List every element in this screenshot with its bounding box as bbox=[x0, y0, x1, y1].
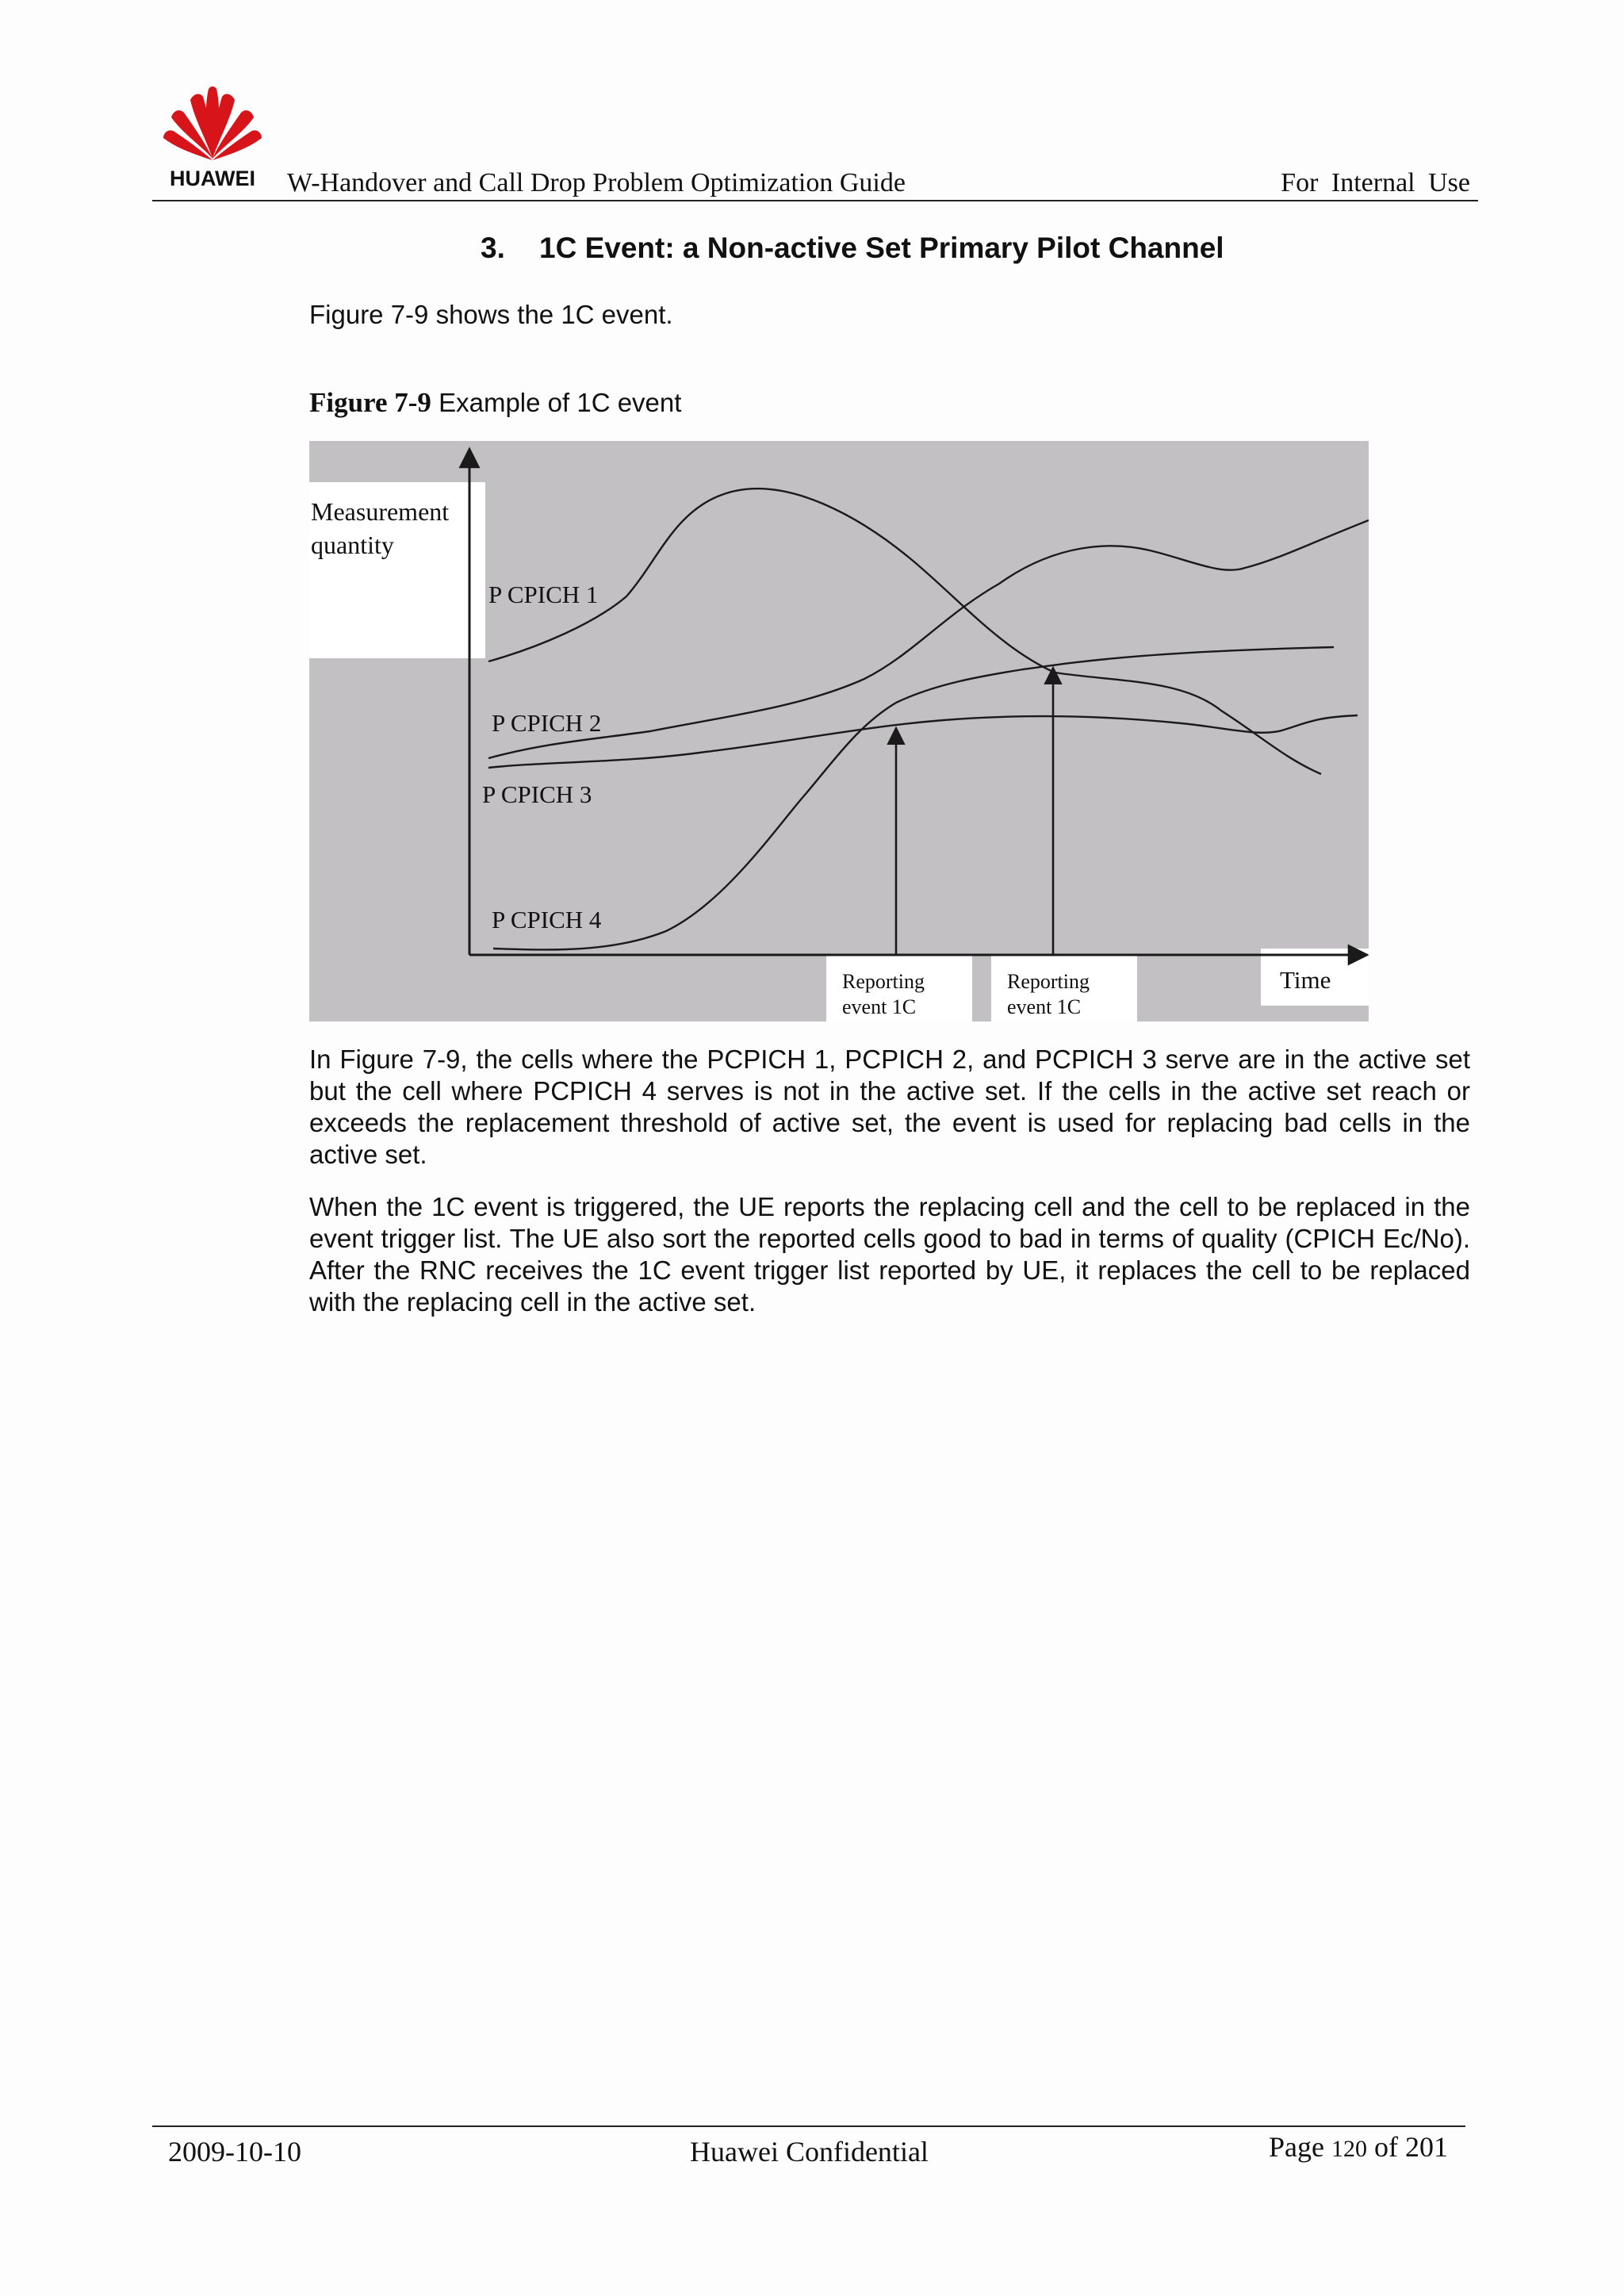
footer-confidential: Huawei Confidential bbox=[690, 2136, 929, 2168]
curve-label-pcpich-3: P CPICH 3 bbox=[482, 780, 592, 808]
huawei-logo bbox=[159, 82, 266, 194]
curve-label-pcpich-2: P CPICH 2 bbox=[492, 709, 602, 737]
footer-page-number bbox=[1269, 2130, 1448, 2164]
x-axis-label: Time bbox=[1280, 966, 1331, 994]
page-total: of 201 bbox=[1373, 2131, 1448, 2163]
section-heading bbox=[481, 232, 1224, 265]
section-number: 3. bbox=[481, 232, 505, 264]
event-label-1-line1: Reporting bbox=[842, 970, 925, 993]
figure-caption-text: Example of 1C event bbox=[439, 388, 682, 417]
event-label-2-line2: event 1C bbox=[1007, 995, 1082, 1018]
figure-caption-label: Figure 7-9 bbox=[309, 387, 431, 418]
document-title: W-Handover and Call Drop Problem Optimization Guide bbox=[287, 168, 906, 197]
header-rule bbox=[152, 200, 1478, 201]
intro-text: Figure 7-9 shows the 1C event. bbox=[309, 300, 673, 329]
paragraph-1: In Figure 7-9, the cells where the PCPICH 1, PCPICH 2, and PCPICH 3 serve are in the active set but the cell where PCPICH 4 serves is not in the active set. If the cells in the active set reach or exceeds the replacement threshold of active set, the event is used for replacing bad cells in the active set. bbox=[309, 1045, 1470, 1169]
logo-wordmark: HUAWEI bbox=[170, 167, 255, 190]
footer-rule bbox=[152, 2125, 1465, 2127]
page-number: 120 bbox=[1331, 2136, 1367, 2162]
event-label-1-line2: event 1C bbox=[842, 995, 917, 1018]
figure-1c-event bbox=[309, 441, 1369, 1022]
footer-date: 2009-10-10 bbox=[168, 2136, 301, 2168]
curve-label-pcpich-1: P CPICH 1 bbox=[488, 581, 599, 608]
page-prefix: Page bbox=[1269, 2131, 1324, 2163]
curve-label-pcpich-4: P CPICH 4 bbox=[492, 906, 602, 933]
figure-caption bbox=[309, 387, 681, 419]
y-axis-label-line1: Measurement bbox=[311, 497, 450, 526]
usage-classification: For Internal Use bbox=[1281, 168, 1470, 197]
paragraph-2: When the 1C event is triggered, the UE reports the replacing cell and the cell to be replaced in the event trigger list. The UE also sort the reported cells good to bad in terms of quality (CPICH Ec/No). After the RNC receives the 1C event trigger list reported by UE, it replaces the cell to be replaced with the replacing cell in the active set. bbox=[309, 1192, 1470, 1317]
event-label-2-line1: Reporting bbox=[1007, 970, 1090, 993]
section-title: 1C Event: a Non-active Set Primary Pilot Channel bbox=[539, 232, 1224, 264]
y-axis-label-line2: quantity bbox=[311, 531, 394, 559]
